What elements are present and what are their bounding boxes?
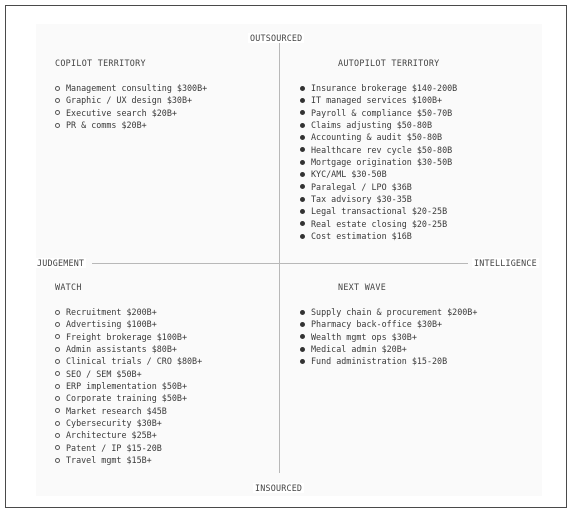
- list-item: [55, 119, 207, 131]
- list-item: [55, 417, 202, 429]
- filled-circle-icon: [300, 135, 305, 140]
- list-item: [300, 82, 457, 94]
- list-item-label: Management consulting $300B+: [66, 83, 208, 93]
- open-circle-icon: [55, 384, 60, 389]
- list-item: [300, 205, 457, 217]
- list-item-label: Patent / IP $15-20B: [66, 442, 162, 453]
- list-item: [55, 392, 202, 404]
- open-circle-icon: [55, 98, 60, 103]
- list-item: [55, 82, 207, 94]
- list-item: [55, 355, 202, 367]
- list-item: [300, 168, 457, 180]
- open-circle-icon: [55, 396, 60, 401]
- list-item: [300, 318, 477, 330]
- list-item-label: Freight brokerage $100B+: [66, 331, 188, 342]
- filled-circle-icon: [300, 160, 305, 165]
- list-item: [300, 218, 457, 230]
- open-circle-icon: [55, 359, 60, 364]
- list-item: [300, 331, 477, 343]
- open-circle-icon: [55, 458, 60, 463]
- list-item-label: Architecture $25B+: [66, 430, 157, 441]
- list-item-label: Admin assistants $80B+: [66, 344, 177, 355]
- list-item: [300, 156, 457, 168]
- list-item: [300, 119, 457, 131]
- list-item-label: Market research $45B: [66, 405, 167, 416]
- list-item: [300, 230, 457, 242]
- list-item: [55, 442, 202, 454]
- list-item: [55, 331, 202, 343]
- quadrant-list-autopilot: [300, 82, 457, 242]
- list-item: [300, 306, 477, 318]
- list-item-label: Cost estimation $16B: [311, 231, 412, 242]
- list-item-label: Recruitment $200B+: [66, 307, 157, 317]
- list-item: [55, 94, 207, 106]
- axis-label-top: OUTSOURCED: [250, 33, 303, 43]
- open-circle-icon: [55, 123, 60, 128]
- list-item-label: Executive search $20B+: [66, 107, 177, 118]
- list-item: [300, 343, 477, 355]
- list-item-label: Payroll & compliance $50-70B: [311, 107, 453, 118]
- open-circle-icon: [55, 433, 60, 438]
- quadrant-title-autopilot: AUTOPILOT TERRITORY: [338, 58, 440, 68]
- list-item-label: Fund administration $15-20B: [311, 356, 448, 367]
- filled-circle-icon: [300, 347, 305, 352]
- open-circle-icon: [55, 445, 60, 450]
- list-item-label: Clinical trials / CRO $80B+: [66, 356, 203, 367]
- list-item-label: Corporate training $50B+: [66, 393, 188, 404]
- open-circle-icon: [55, 110, 60, 115]
- list-item: [55, 343, 202, 355]
- list-item: [55, 306, 202, 318]
- filled-circle-icon: [300, 310, 305, 315]
- list-item-label: Supply chain & procurement $200B+: [311, 307, 478, 317]
- open-circle-icon: [55, 86, 60, 91]
- filled-circle-icon: [300, 147, 305, 152]
- list-item: [55, 368, 202, 380]
- list-item-label: Advertising $100B+: [66, 319, 157, 330]
- axis-label-left: JUDGEMENT: [37, 258, 85, 268]
- list-item: [300, 144, 457, 156]
- list-item-label: ERP implementation $50B+: [66, 381, 188, 392]
- list-item-label: Real estate closing $20-25B: [311, 218, 448, 229]
- horizontal-axis-line: [92, 263, 468, 264]
- filled-circle-icon: [300, 184, 305, 189]
- filled-circle-icon: [300, 86, 305, 91]
- filled-circle-icon: [300, 172, 305, 177]
- quadrant-title-watch: WATCH: [55, 282, 82, 292]
- list-item-label: Wealth mgmt ops $30B+: [311, 331, 417, 342]
- filled-circle-icon: [300, 234, 305, 239]
- list-item: [55, 429, 202, 441]
- list-item-label: Travel mgmt $15B+: [66, 455, 152, 466]
- list-item-label: SEO / SEM $50B+: [66, 368, 142, 379]
- filled-circle-icon: [300, 98, 305, 103]
- filled-circle-icon: [300, 197, 305, 202]
- filled-circle-icon: [300, 209, 305, 214]
- quadrant-list-next-wave: [300, 306, 477, 368]
- list-item-label: Healthcare rev cycle $50-80B: [311, 144, 453, 155]
- list-item-label: PR & comms $20B+: [66, 120, 147, 131]
- filled-circle-icon: [300, 359, 305, 364]
- open-circle-icon: [55, 421, 60, 426]
- list-item-label: Claims adjusting $50-80B: [311, 120, 433, 131]
- list-item: [300, 181, 457, 193]
- filled-circle-icon: [300, 110, 305, 115]
- filled-circle-icon: [300, 123, 305, 128]
- list-item-label: Mortgage origination $30-50B: [311, 157, 453, 168]
- filled-circle-icon: [300, 334, 305, 339]
- list-item: [300, 107, 457, 119]
- list-item-label: Tax advisory $30-35B: [311, 194, 412, 205]
- list-item: [300, 131, 457, 143]
- list-item-label: Medical admin $20B+: [311, 344, 407, 355]
- open-circle-icon: [55, 322, 60, 327]
- quadrant-list-watch: [55, 306, 202, 466]
- list-item: [55, 454, 202, 466]
- list-item-label: Pharmacy back-office $30B+: [311, 319, 443, 330]
- list-item-label: Accounting & audit $50-80B: [311, 132, 443, 143]
- list-item-label: IT managed services $100B+: [311, 95, 443, 106]
- list-item-label: Legal transactional $20-25B: [311, 206, 448, 217]
- axis-label-bottom: INSOURCED: [255, 483, 303, 493]
- list-item: [55, 107, 207, 119]
- quadrant-list-copilot: [55, 82, 207, 131]
- list-item: [55, 380, 202, 392]
- list-item-label: Paralegal / LPO $36B: [311, 181, 412, 192]
- open-circle-icon: [55, 310, 60, 315]
- quadrant-title-copilot: COPILOT TERRITORY: [55, 58, 146, 68]
- filled-circle-icon: [300, 322, 305, 327]
- list-item-label: Insurance brokerage $140-200B: [311, 83, 458, 93]
- vertical-axis-line: [279, 43, 280, 473]
- list-item-label: Cybersecurity $30B+: [66, 418, 162, 429]
- open-circle-icon: [55, 408, 60, 413]
- open-circle-icon: [55, 334, 60, 339]
- list-item-label: KYC/AML $30-50B: [311, 169, 387, 180]
- axis-label-right: INTELLIGENCE: [474, 258, 537, 268]
- list-item: [300, 94, 457, 106]
- open-circle-icon: [55, 347, 60, 352]
- filled-circle-icon: [300, 221, 305, 226]
- list-item: [55, 318, 202, 330]
- list-item-label: Graphic / UX design $30B+: [66, 95, 193, 106]
- open-circle-icon: [55, 371, 60, 376]
- list-item: [300, 193, 457, 205]
- quadrant-title-next-wave: NEXT WAVE: [338, 282, 387, 292]
- list-item: [300, 355, 477, 367]
- list-item: [55, 405, 202, 417]
